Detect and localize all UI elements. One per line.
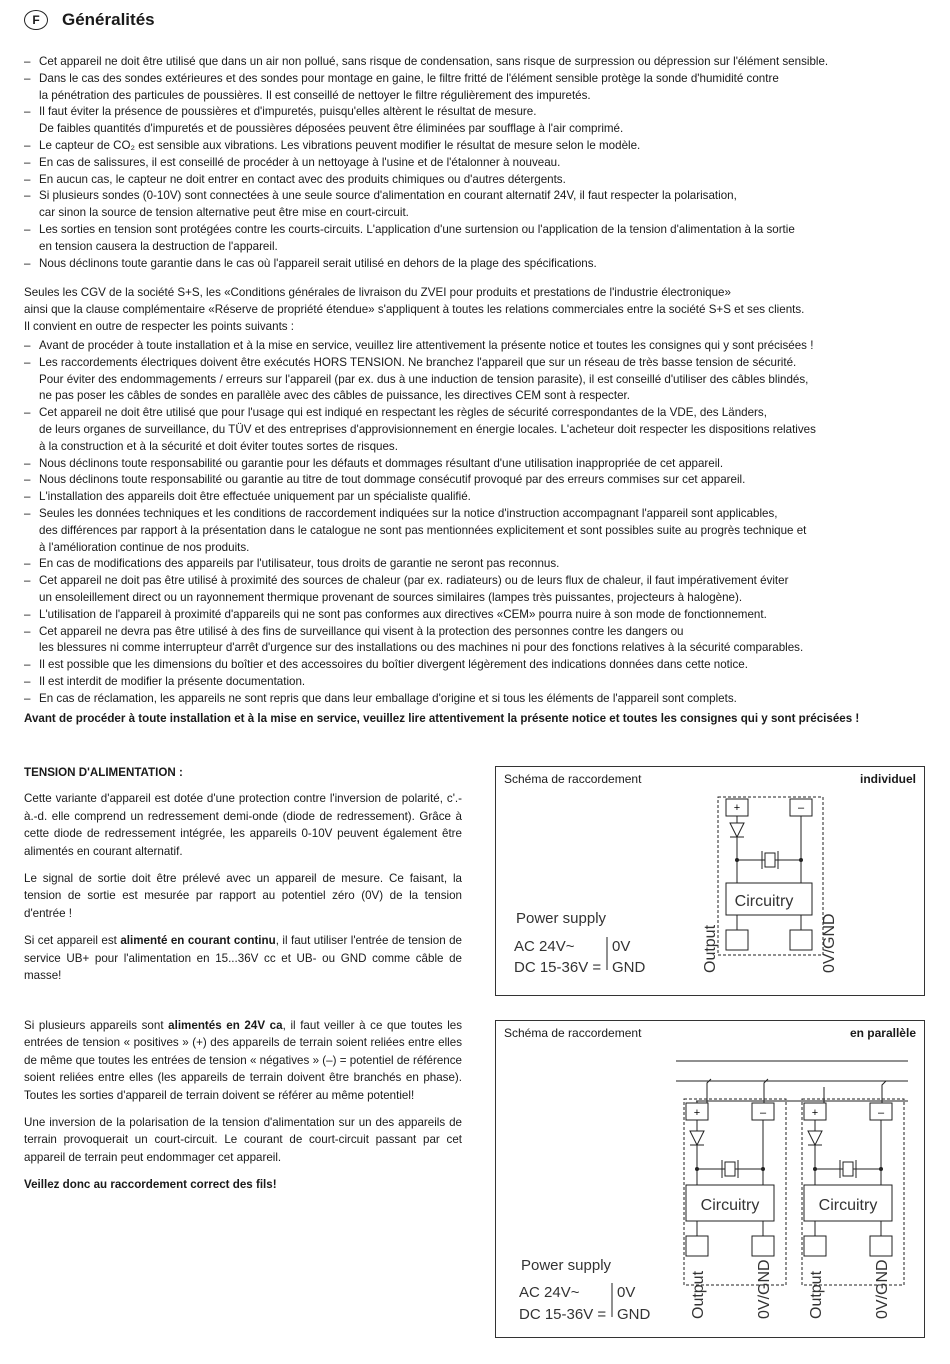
safety-notes-list <box>24 338 929 708</box>
list-item-line: Cet appareil ne doit être utilisé que pour l'usage qui est indiqué en respectant les règles de sécurité correspondantes de la VDE, des Länders, <box>39 406 767 420</box>
list-item-line: Pour éviter des endommagements / erreurs sur l'appareil (par ex. dus à une induction de tension parasite), il est conseillé d'utiliser des câbles blindés, <box>39 372 809 386</box>
dc-supply-label: DC 15-36V = <box>514 959 602 976</box>
list-item-line: Dans le cas des sondes extérieures et des sondes pour montage en gaine, le filtre fritté de l'élément sensible protège la sonde d'humidité contre <box>39 71 779 85</box>
output-terminal-label: Output <box>690 1270 707 1319</box>
list-item-line: En cas de salissures, il est conseillé de procéder à un nettoyage à l'usine et de l'étalonner à nouveau. <box>39 155 561 169</box>
list-item-line: De faibles quantités d'impuretés et de poussières déposées peuvent être éliminées par soufflage à l'air comprimé. <box>39 122 624 136</box>
power-supply-label: Power supply <box>516 910 607 927</box>
list-item <box>24 556 929 573</box>
parallel-paragraph-2: Une inversion de la polarisation de la tension d'alimentation sur un des appareils de terrain provoquerait un court-circuit. Le courant de court-circuit passant par cet appareil de terrain peut endommager cet appareil. <box>24 1116 462 1164</box>
dc-supply-label: DC 15-36V = <box>519 1306 607 1323</box>
list-dash: – <box>24 607 31 621</box>
list-dash: – <box>24 172 31 186</box>
output-terminal-label: Output <box>808 1270 825 1319</box>
list-item-line: En cas de réclamation, les appareils ne sont repris que dans leur emballage d'origine et si tous les éléments de l'appareil sont complets. <box>39 691 737 705</box>
page-title: Généralités <box>62 10 155 29</box>
list-item-line: Les raccordements électriques doivent être exécutés HORS TENSION. Ne branchez l'appareil que sur un réseau de très basse tension de sécurité. <box>39 355 797 369</box>
list-item-line: des différences par rapport à la présentation dans le catalogue ne sont pas mentionnées explicitement et sont possibles suite au progrès technique et <box>39 523 807 537</box>
list-item-line: Nous déclinons toute responsabilité ou garantie pour les défauts et dommages résultant d'une utilisation inappropriée de cet appareil. <box>39 456 724 470</box>
list-item-line: car sinon la source de tension alternative peut être mise en court-circuit. <box>39 206 409 220</box>
plus-terminal-label: + <box>693 1107 701 1119</box>
circuitry-label: Circuitry <box>734 893 794 910</box>
list-item <box>24 657 929 674</box>
list-dash: – <box>24 355 31 369</box>
parallel-paragraph-1: Si plusieurs appareils sont alimentés en 24V ca, il faut veiller à ce que toutes les entrées de tension « positives » (+) des appareils de terrain soient reliées entre elles de même que toutes les entrées de tension « négatives » (–) = potentiel de référence soient reliées entre elles (les appareils de terrain doivent être branchés en phase). Toutes les sorties d'appareil de terrain doivent se référer au même potentiel! <box>24 1019 463 1102</box>
list-item-line: Cet appareil ne doit être utilisé que dans un air non pollué, sans risque de condensation, sans risque de surpression ou dépression sur l'élément sensible. <box>39 55 829 68</box>
gnd-label: GND <box>612 959 646 976</box>
list-dash: – <box>24 490 31 504</box>
list-dash: – <box>24 138 31 152</box>
diagram-mode: individuel <box>859 772 916 786</box>
list-item-line: L'installation des appareils doit être effectuée uniquement par un spécialiste qualifié. <box>39 490 471 504</box>
intro-paragraph <box>24 285 929 335</box>
installation-warning: Avant de procéder à toute installation et à la mise en service, veuillez lire attentivement la présente notice et toutes les consignes qui y sont précisées ! <box>24 712 860 725</box>
zero-volt-label: 0V <box>617 1284 636 1301</box>
power-supply-label: Power supply <box>521 1257 612 1274</box>
list-item-line: Nous déclinons toute garantie dans le cas où l'appareil serait utilisé en dehors de la plage des spécifications. <box>39 256 597 270</box>
ac-supply-label: AC 24V~ <box>514 938 575 955</box>
ac-supply-label: AC 24V~ <box>519 1284 580 1301</box>
list-dash: – <box>24 339 31 352</box>
list-item <box>24 472 929 489</box>
supply-voltage-section <box>24 764 462 994</box>
minus-terminal-label: – <box>877 1107 885 1119</box>
list-item-line: Cet appareil ne doit pas être utilisé à proximité des sources de chaleur (par ex. radiateurs) ou de leurs flux de chaleur, il faut impérativement éviter <box>39 574 789 588</box>
list-item <box>24 674 929 691</box>
list-dash: – <box>24 658 31 672</box>
list-item-line: L'utilisation de l'appareil à proximité d'appareils qui ne sont pas conformes aux directives «CEM» pourra nuire à son mode de fonctionnement. <box>39 607 767 621</box>
list-dash: – <box>24 105 31 119</box>
circuitry-label: Circuitry <box>818 1197 878 1214</box>
list-item <box>24 405 929 455</box>
list-item <box>24 71 929 105</box>
list-item <box>24 607 929 624</box>
list-item <box>24 256 929 273</box>
list-item <box>24 188 929 222</box>
supply-paragraph-3: Si cet appareil est alimenté en courant continu, il faut utiliser l'entrée de tension de service UB+ pour l'alimentation en 15...36V cc et UB- ou GND comme câble de masse! <box>24 934 462 983</box>
ground-terminal-label: 0V/GND <box>821 913 838 973</box>
list-item-line: Avant de procéder à toute installation et à la mise en service, veuillez lire attentivement la présente notice et toutes les consignes qui y sont précisées ! <box>39 339 814 352</box>
parallel-supply-section <box>24 1017 462 1204</box>
list-item-line: en tension causera la destruction de l'appareil. <box>39 239 278 253</box>
general-notes-list <box>24 54 929 272</box>
ground-terminal-label: 0V/GND <box>874 1259 891 1319</box>
list-item-line: un ensoleillement direct ou un rayonnement thermique provenant de sources similaires (lampes très puissantes, projecteurs à halogène). <box>39 590 743 604</box>
minus-terminal-label: – <box>797 802 805 814</box>
list-dash: – <box>24 222 31 236</box>
minus-terminal-label: – <box>759 1107 767 1119</box>
list-item <box>24 338 929 355</box>
intro-line: Il convient en outre de respecter les points suivants : <box>24 319 295 333</box>
list-item-line: Cet appareil ne devra pas être utilisé à des fins de surveillance qui visent à la protection des personnes contre les dangers ou <box>39 624 684 638</box>
list-item <box>24 222 929 256</box>
list-dash: – <box>24 506 31 520</box>
list-item-line: Le capteur de CO₂ est sensible aux vibrations. Les vibrations peuvent modifier le résultat de mesure selon le modèle. <box>39 138 641 152</box>
list-item <box>24 155 929 172</box>
list-item <box>24 573 929 607</box>
list-item <box>24 456 929 473</box>
diagram-mode: en parallèle <box>849 1026 916 1040</box>
list-dash: – <box>24 55 31 68</box>
list-item-line: Seules les données techniques et les conditions de raccordement indiquées sur la notice d'instruction accompagnant l'appareil sont applicables, <box>39 506 778 520</box>
wiring-schematic-parallel <box>496 1021 924 1337</box>
list-dash: – <box>24 574 31 588</box>
language-badge: F <box>24 10 48 30</box>
list-item-line: En aucun cas, le capteur ne doit entrer en contact avec des produits chimiques ou d'autres détergents. <box>39 172 566 186</box>
parallel-paragraph-3: Veillez donc au raccordement correct des fils! <box>24 1178 277 1192</box>
list-dash: – <box>24 456 31 470</box>
list-item <box>24 355 929 405</box>
list-dash: – <box>24 155 31 169</box>
diagram-title: Schéma de raccordement <box>504 1026 642 1040</box>
wiring-diagram-parallel <box>495 1020 925 1338</box>
list-dash: – <box>24 674 31 688</box>
zero-volt-label: 0V <box>612 938 631 955</box>
list-dash: – <box>24 473 31 487</box>
output-terminal-label: Output <box>702 924 719 973</box>
list-item <box>24 138 929 155</box>
list-item-line: Si plusieurs sondes (0-10V) sont connectées à une seule source d'alimentation en courant alternatif 24V, il faut respecter la polarisation, <box>39 189 737 203</box>
list-dash: – <box>24 691 31 705</box>
list-item-line: à l'amélioration continue de nos produits. <box>39 540 250 554</box>
list-dash: – <box>24 624 31 638</box>
list-item-line: Les sorties en tension sont protégées contre les courts-circuits. L'application d'une surtension ou l'application de la tension d'alimentation à la sortie <box>39 222 795 236</box>
supply-paragraph-2: Le signal de sortie doit être prélevé avec un appareil de mesure. Ce faisant, la tension de sortie est mesurée par rapport au potentiel zéro (0V) de la tension d'entrée ! <box>24 872 462 920</box>
diagram-title: Schéma de raccordement <box>504 772 642 786</box>
list-item <box>24 691 929 708</box>
section-header <box>24 10 155 30</box>
list-item <box>24 54 929 71</box>
supply-paragraph-1: Cette variante d'appareil est dotée d'une protection contre l'inversion de polarité, c'.-à.-d. elle comprend un redressement demi-onde (diode de redressement). Grâce à cette diode de redressement intégrée, les appareils 0-10V peuvent également être alimentés en courant alternatif. <box>24 792 462 858</box>
plus-terminal-label: + <box>733 802 741 814</box>
gnd-label: GND <box>617 1306 651 1323</box>
intro-line: Seules les CGV de la société S+S, les «Conditions générales de livraison du ZVEI pour produits et prestations de l'industrie électronique» <box>24 286 731 299</box>
list-item <box>24 624 929 658</box>
list-item <box>24 506 929 556</box>
list-dash: – <box>24 189 31 203</box>
wiring-diagram-individual <box>495 766 925 996</box>
wiring-schematic-individual <box>496 767 924 995</box>
list-item-line: à la construction et à la sécurité et doit éviter toutes sortes de risques. <box>39 439 398 453</box>
list-item <box>24 104 929 138</box>
list-item <box>24 172 929 189</box>
list-item-line: ne pas poser les câbles de sondes en parallèle avec des câbles de puissance, les directives CEM sont à respecter. <box>39 389 630 403</box>
list-item <box>24 489 929 506</box>
list-dash: – <box>24 256 31 270</box>
list-item-line: de leurs organes de surveillance, du TÜV et des entreprises d'approvisionnement en énergie locales. L'acheteur doit respecter les dispositions relatives <box>39 422 816 436</box>
ground-terminal-label: 0V/GND <box>756 1259 773 1319</box>
circuitry-label: Circuitry <box>700 1197 760 1214</box>
list-item-line: En cas de modifications des appareils par l'utilisateur, tous droits de garantie ne seront pas reconnus. <box>39 557 560 571</box>
list-item-line: Il faut éviter la présence de poussières et d'impuretés, puisqu'elles altèrent le résultat de mesure. <box>39 105 537 119</box>
list-dash: – <box>24 71 31 85</box>
list-item-line: Il est interdit de modifier la présente documentation. <box>39 674 306 688</box>
list-item-line: Nous déclinons toute responsabilité ou garantie au titre de tout dommage consécutif provoqué par des erreurs commises sur cet appareil. <box>39 473 746 487</box>
list-dash: – <box>24 557 31 571</box>
list-item-line: la pénétration des particules de poussières. Il est conseillé de nettoyer le filtre régulièrement des impuretés. <box>39 88 591 102</box>
list-item-line: Il est possible que les dimensions du boîtier et des accessoires du boîtier divergent légèrement des indications données dans cette notice. <box>39 658 748 672</box>
list-dash: – <box>24 406 31 420</box>
intro-line: ainsi que la clause complémentaire «Réserve de propriété étendue» s'appliquent à toutes les relations commerciales entre la société S+S et ses clients. <box>24 302 805 316</box>
list-item-line: les blessures ni comme interrupteur d'arrêt d'urgence sur des installations ou des machines ni pour des fonctions relatives à la sécurité comparables. <box>39 641 804 655</box>
supply-voltage-heading: TENSION D'ALIMENTATION : <box>24 766 183 779</box>
plus-terminal-label: + <box>811 1107 819 1119</box>
